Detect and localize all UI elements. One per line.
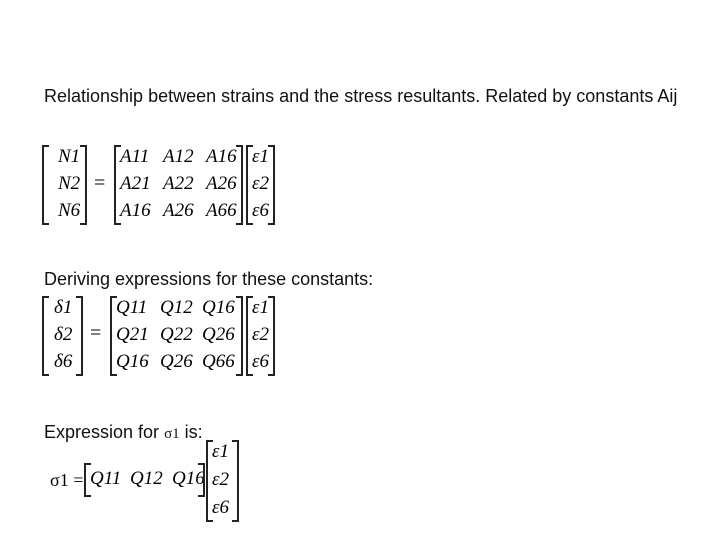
matrix-cell: A26 [206, 173, 237, 194]
matrix-cell: Q11 [116, 297, 148, 318]
matrix-cell: A26 [163, 200, 194, 221]
matrix-cell: A12 [163, 146, 194, 167]
matrix-cell: Q12 [160, 297, 193, 318]
rhs-cell: ε2 [252, 173, 269, 194]
matrix-cell: A21 [120, 173, 151, 194]
row-cell: Q12 [130, 468, 163, 489]
paragraph-deriving-expressions [44, 266, 684, 292]
right-bracket [236, 296, 243, 376]
equals-sign: = [94, 172, 106, 194]
lhs-cell: N1 [58, 146, 81, 167]
rhs-cell: ε1 [212, 441, 229, 462]
matrix-cell: Q22 [160, 324, 193, 345]
right-bracket [76, 296, 83, 376]
right-bracket [80, 145, 87, 225]
matrix-cell: Q66 [202, 351, 235, 372]
matrix-cell: Q16 [202, 297, 235, 318]
right-bracket [232, 440, 239, 522]
row-cell: Q16 [172, 468, 205, 489]
lhs-cell: δ6 [54, 351, 73, 372]
matrix-cell: A22 [163, 173, 194, 194]
right-bracket [198, 463, 205, 497]
lhs-cell: δ1 [54, 297, 73, 318]
right-bracket [268, 296, 275, 376]
matrix-cell: Q26 [202, 324, 235, 345]
sigma-lhs: σ1 = [50, 470, 84, 490]
lhs-cell: δ2 [54, 324, 73, 345]
matrix-cell: A16 [120, 200, 151, 221]
matrix-cell: A11 [120, 146, 150, 167]
matrix-cell: Q26 [160, 351, 193, 372]
rhs-cell: ε6 [252, 200, 269, 221]
rhs-cell: ε2 [252, 324, 269, 345]
matrix-cell: Q21 [116, 324, 149, 345]
sigma-symbol: σ1 [164, 426, 180, 442]
right-bracket [236, 145, 243, 225]
paragraph-1-text: Relationship between strains and the stress resultants. Related by constants Aij [44, 86, 678, 106]
rhs-cell: ε1 [252, 297, 269, 318]
matrix-cell: A16 [206, 146, 237, 167]
paragraph-2-text: Deriving expressions for these constants: [44, 269, 374, 289]
rhs-cell: ε1 [252, 146, 269, 167]
rhs-cell: ε2 [212, 469, 229, 490]
left-bracket [42, 296, 49, 376]
row-cell: Q11 [90, 468, 122, 489]
rhs-cell: ε6 [252, 351, 269, 372]
left-bracket [42, 145, 49, 225]
matrix-cell: A66 [206, 200, 237, 221]
lhs-cell: N6 [58, 200, 81, 221]
lhs-cell: N2 [58, 173, 81, 194]
right-bracket [268, 145, 275, 225]
paragraph-3-prefix: Expression for [44, 422, 165, 442]
paragraph-strain-relationship [44, 83, 684, 109]
paragraph-3-suffix: is: [179, 422, 203, 442]
matrix-cell: Q16 [116, 351, 149, 372]
equals-sign: = [90, 322, 102, 344]
paragraph-expression-sigma [44, 419, 684, 447]
rhs-cell: ε6 [212, 497, 229, 518]
